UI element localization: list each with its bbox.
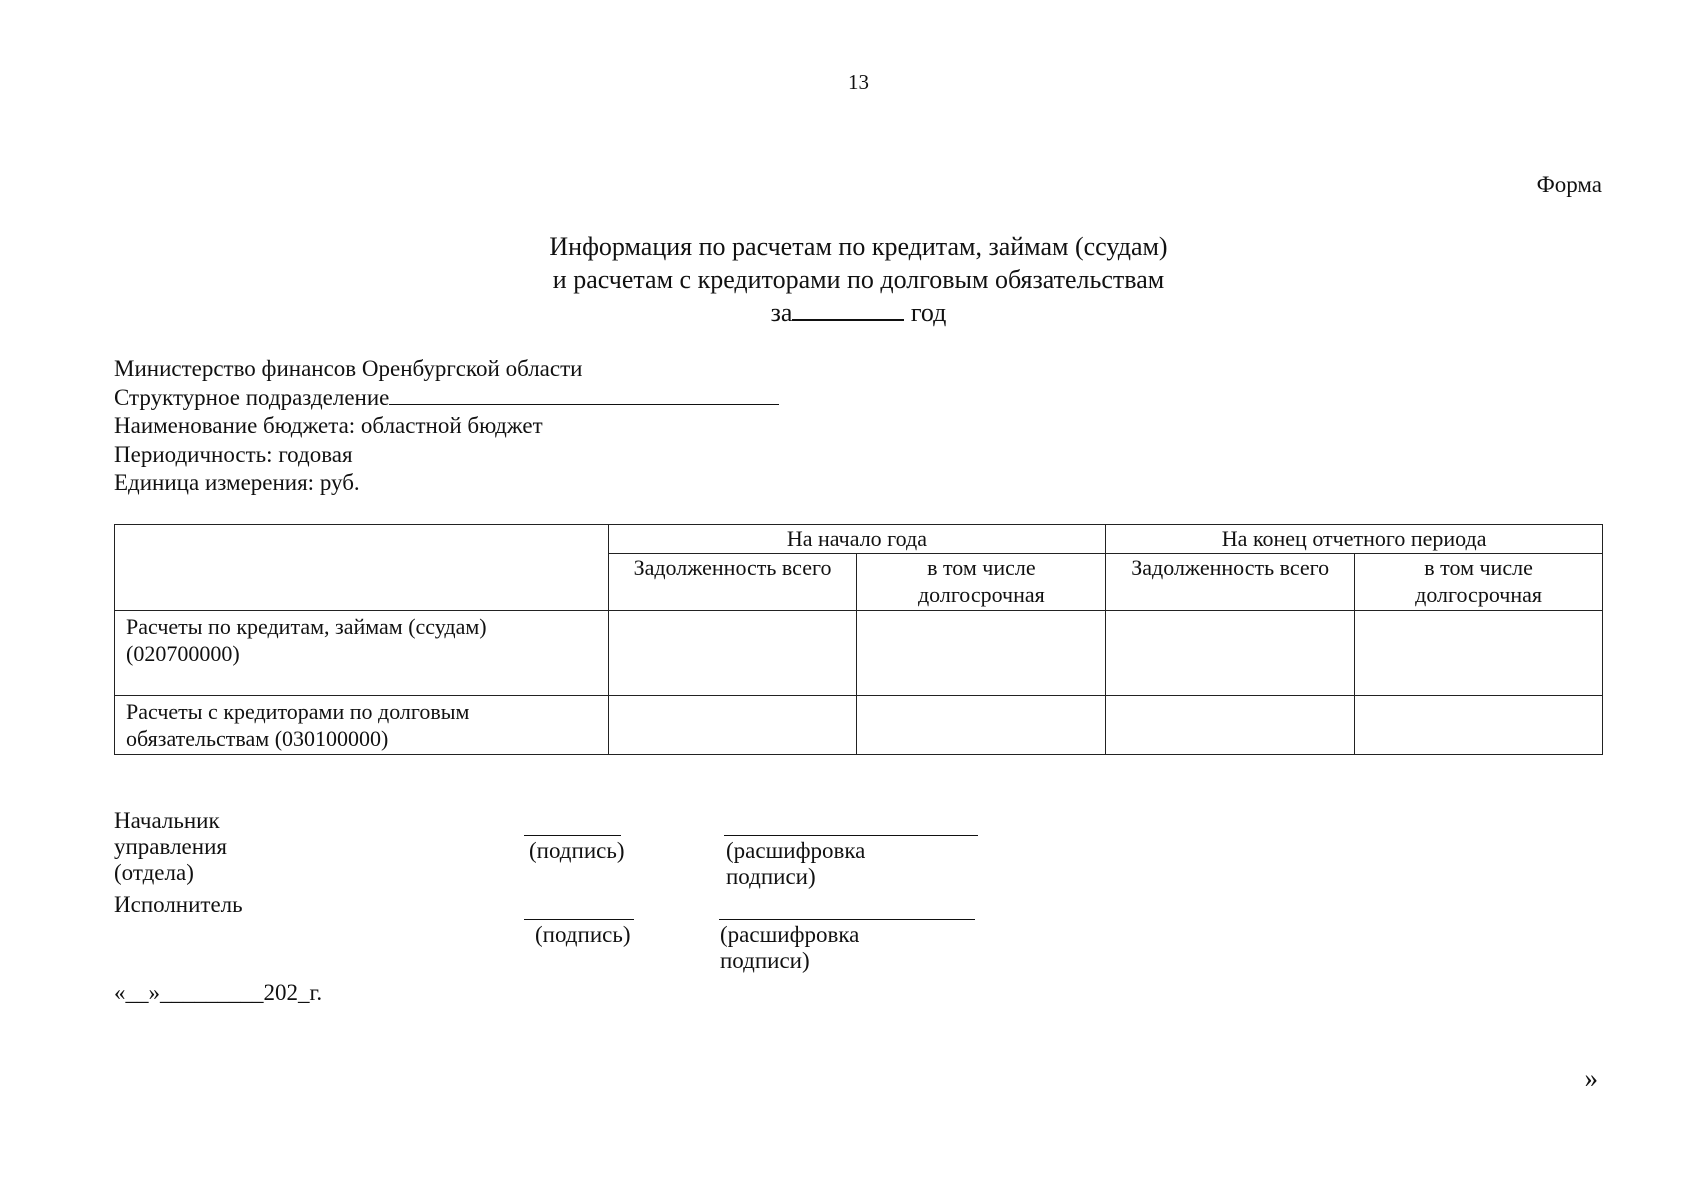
debt-report-table <box>114 524 1603 755</box>
header-longterm-end <box>1355 554 1603 611</box>
header-longterm-start <box>857 554 1106 611</box>
row-label-line1: Расчеты с кредиторами по долговым <box>126 699 470 724</box>
header-total-debt-end: Задолженность всего <box>1106 554 1355 611</box>
header-group-start-of-year: На начало года <box>608 525 1106 554</box>
form-label: Форма <box>1536 172 1602 197</box>
header-longterm-line1: в том числе <box>1424 555 1533 580</box>
head-decoding-line[interactable] <box>724 808 978 836</box>
value-cell[interactable] <box>608 611 857 696</box>
value-cell[interactable] <box>857 696 1106 755</box>
row-label-line2: (020700000) <box>126 641 240 666</box>
head-signature-line[interactable] <box>524 808 621 836</box>
table-row <box>115 611 1603 696</box>
executor-signature-line[interactable] <box>524 892 634 920</box>
value-cell[interactable] <box>857 611 1106 696</box>
table-row <box>115 696 1603 755</box>
budget-name: Наименование бюджета: областной бюджет <box>114 413 543 438</box>
value-cell[interactable] <box>1355 696 1603 755</box>
year-blank-field[interactable] <box>792 297 904 321</box>
row-label-loans <box>115 611 609 696</box>
title-year-prefix: за <box>770 298 793 327</box>
ministry-name: Министерство финансов Оренбургской области <box>114 356 583 381</box>
title-line-2: и расчетам с кредиторами по долговым обязательствам <box>552 265 1165 294</box>
value-cell[interactable] <box>1106 611 1355 696</box>
page-number: 13 <box>848 70 869 94</box>
decoding-caption: (расшифровка подписи) <box>720 922 860 973</box>
measurement-unit: Единица измерения: руб. <box>114 470 360 495</box>
closing-quote: » <box>1584 1063 1598 1093</box>
header-group-end-of-period: На конец отчетного периода <box>1106 525 1603 554</box>
decoding-caption: (расшифровка подписи) <box>726 838 866 889</box>
head-role-label: Начальник управления (отдела) <box>114 808 227 885</box>
department-blank-field[interactable] <box>389 386 779 405</box>
value-cell[interactable] <box>1355 611 1603 696</box>
periodicity: Периодичность: годовая <box>114 441 353 467</box>
signature-caption: (подпись) <box>535 922 631 947</box>
row-label-line2: обязательствам (030100000) <box>126 726 389 751</box>
date-line: «__»_________202_г. <box>114 980 323 1005</box>
department-row <box>114 384 779 413</box>
header-total-debt-start: Задолженность всего <box>608 554 857 611</box>
header-longterm-line1: в том числе <box>927 555 1036 580</box>
value-cell[interactable] <box>608 696 857 755</box>
header-longterm-line2: долгосрочная <box>1415 582 1542 607</box>
value-cell[interactable] <box>1106 696 1355 755</box>
document-title <box>0 230 1697 329</box>
header-empty-cell <box>115 525 609 611</box>
title-year-suffix: год <box>904 298 947 327</box>
row-label-creditors <box>115 696 609 755</box>
executor-decoding-line[interactable] <box>719 892 975 920</box>
title-line-1: Информация по расчетам по кредитам, займам (ссудам) <box>549 232 1168 261</box>
row-label-line1: Расчеты по кредитам, займам (ссудам) <box>126 614 487 639</box>
header-longterm-line2: долгосрочная <box>917 582 1045 607</box>
title-line-3 <box>0 296 1697 329</box>
department-label: Структурное подразделение <box>114 384 390 410</box>
executor-role-label: Исполнитель <box>114 892 243 917</box>
signature-caption: (подпись) <box>529 838 625 863</box>
document-metadata <box>114 355 779 498</box>
